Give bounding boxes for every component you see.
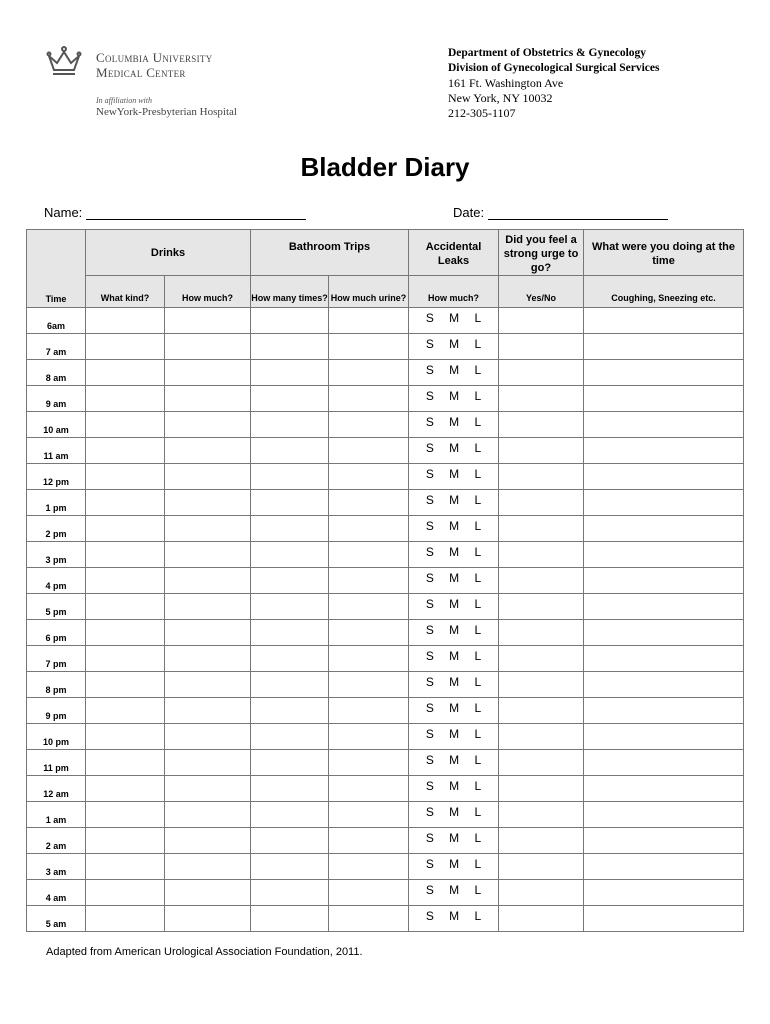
trips-count-cell[interactable] (251, 620, 329, 646)
drink-kind-cell[interactable] (86, 776, 165, 802)
time-cell: 9 am (27, 386, 86, 412)
drink-amount-cell[interactable] (165, 880, 251, 906)
activity-cell[interactable] (584, 308, 744, 334)
drink-amount-cell[interactable] (165, 386, 251, 412)
drinks-header: Drinks (86, 230, 251, 276)
urge-cell[interactable] (499, 802, 584, 828)
drink-amount-cell[interactable] (165, 594, 251, 620)
phone-number: 212-305-1107 (448, 106, 516, 120)
trips-count-cell[interactable] (251, 854, 329, 880)
activity-cell[interactable] (584, 828, 744, 854)
urine-amount-cell[interactable] (329, 568, 409, 594)
trips-count-cell[interactable] (251, 828, 329, 854)
time-header (27, 230, 86, 308)
name-label: Name: (44, 205, 83, 220)
drink-kind-cell[interactable] (86, 750, 165, 776)
drink-kind-cell[interactable] (86, 594, 165, 620)
urine-amount-cell[interactable] (329, 386, 409, 412)
table-row (27, 724, 744, 750)
urge-cell[interactable] (499, 698, 584, 724)
page-title: Bladder Diary (300, 152, 470, 182)
drink-kind-cell[interactable] (86, 802, 165, 828)
time-cell: 10 am (27, 412, 86, 438)
drink-amount-cell[interactable] (165, 308, 251, 334)
activity-cell[interactable] (584, 724, 744, 750)
trips-count-cell[interactable] (251, 802, 329, 828)
trips-count-cell[interactable] (251, 776, 329, 802)
drink-amount-cell[interactable] (165, 854, 251, 880)
drink-amount-cell[interactable] (165, 620, 251, 646)
urine-amount-cell[interactable] (329, 724, 409, 750)
activity-cell[interactable] (584, 802, 744, 828)
urine-amount-cell[interactable] (329, 360, 409, 386)
drink-kind-cell[interactable] (86, 386, 165, 412)
activity-cell[interactable] (584, 464, 744, 490)
leak-size-cell[interactable]: S M L (409, 334, 499, 360)
trips-count-cell[interactable] (251, 386, 329, 412)
time-cell: 6 pm (27, 620, 86, 646)
department-name: Department of Obstetrics & Gynecology (448, 47, 647, 59)
hospital-name: NewYork-Presbyterian Hospital (96, 106, 237, 118)
drink-kind-cell[interactable] (86, 412, 165, 438)
urge-cell[interactable] (499, 516, 584, 542)
drink-kind-cell[interactable] (86, 542, 165, 568)
time-cell: 7 am (27, 334, 86, 360)
how-much-header: How much? (165, 276, 251, 308)
drink-amount-cell[interactable] (165, 776, 251, 802)
activity-cell[interactable] (584, 568, 744, 594)
leak-size-cell[interactable]: S M L (409, 308, 499, 334)
trips-count-cell[interactable] (251, 672, 329, 698)
leak-size-cell[interactable]: S M L (409, 724, 499, 750)
trips-count-cell[interactable] (251, 490, 329, 516)
how-many-header: How many times? (251, 276, 329, 308)
name-line[interactable] (86, 207, 306, 220)
urine-amount-cell[interactable] (329, 334, 409, 360)
activity-cell[interactable] (584, 386, 744, 412)
institution-name (96, 50, 213, 80)
leak-size-cell[interactable]: S M L (409, 594, 499, 620)
urge-cell[interactable] (499, 750, 584, 776)
leak-size-cell[interactable]: S M L (409, 490, 499, 516)
activity-cell[interactable] (584, 594, 744, 620)
time-header-label: Time (45, 294, 67, 304)
urine-amount-cell[interactable] (329, 854, 409, 880)
urge-cell[interactable] (499, 828, 584, 854)
urge-cell[interactable] (499, 464, 584, 490)
leak-size-cell[interactable]: S M L (409, 672, 499, 698)
urine-amount-cell[interactable] (329, 412, 409, 438)
time-cell: 11 pm (27, 750, 86, 776)
drink-amount-cell[interactable] (165, 802, 251, 828)
activity-cell[interactable] (584, 854, 744, 880)
activity-cell[interactable] (584, 490, 744, 516)
institution-name-line1: Columbia University (96, 50, 213, 65)
time-cell: 8 am (27, 360, 86, 386)
trips-count-cell[interactable] (251, 464, 329, 490)
drink-kind-cell[interactable] (86, 880, 165, 906)
drink-kind-cell[interactable] (86, 360, 165, 386)
urine-amount-cell[interactable] (329, 438, 409, 464)
date-field[interactable] (453, 205, 668, 220)
urine-amount-cell[interactable] (329, 464, 409, 490)
institution-logo (46, 44, 306, 124)
drink-amount-cell[interactable] (165, 438, 251, 464)
urge-cell[interactable] (499, 334, 584, 360)
time-cell: 3 am (27, 854, 86, 880)
table-row (27, 880, 744, 906)
time-cell: 9 pm (27, 698, 86, 724)
table-row (27, 490, 744, 516)
activity-cell[interactable] (584, 438, 744, 464)
drink-amount-cell[interactable] (165, 672, 251, 698)
drink-amount-cell[interactable] (165, 334, 251, 360)
leak-size-cell[interactable]: S M L (409, 412, 499, 438)
drink-amount-cell[interactable] (165, 724, 251, 750)
trips-count-cell[interactable] (251, 594, 329, 620)
urge-cell[interactable] (499, 360, 584, 386)
table-row (27, 828, 744, 854)
leak-size-cell[interactable]: S M L (409, 568, 499, 594)
time-cell: 7 pm (27, 646, 86, 672)
table-row (27, 776, 744, 802)
trips-count-cell[interactable] (251, 646, 329, 672)
trips-count-cell[interactable] (251, 438, 329, 464)
activity-cell[interactable] (584, 776, 744, 802)
time-cell: 11 am (27, 438, 86, 464)
drink-kind-cell[interactable] (86, 516, 165, 542)
time-cell: 4 pm (27, 568, 86, 594)
activity-cell[interactable] (584, 516, 744, 542)
city-address: New York, NY 10032 (448, 91, 553, 105)
crown-icon (46, 46, 82, 76)
drink-amount-cell[interactable] (165, 750, 251, 776)
time-cell: 2 pm (27, 516, 86, 542)
drink-amount-cell[interactable] (165, 490, 251, 516)
date-label: Date: (453, 205, 485, 220)
urine-amount-cell[interactable] (329, 594, 409, 620)
table-row (27, 386, 744, 412)
time-cell: 12 am (27, 776, 86, 802)
table-row (27, 516, 744, 542)
time-cell: 1 pm (27, 490, 86, 516)
drink-kind-cell[interactable] (86, 308, 165, 334)
trips-count-cell[interactable] (251, 750, 329, 776)
time-cell: 3 pm (27, 542, 86, 568)
what-kind-header: What kind? (86, 276, 165, 308)
drink-kind-cell[interactable] (86, 464, 165, 490)
urge-cell[interactable] (499, 620, 584, 646)
activity-cell[interactable] (584, 672, 744, 698)
activity-cell[interactable] (584, 880, 744, 906)
time-cell: 8 pm (27, 672, 86, 698)
trips-count-cell[interactable] (251, 542, 329, 568)
trips-count-cell[interactable] (251, 334, 329, 360)
table-row (27, 698, 744, 724)
time-cell: 12 pm (27, 464, 86, 490)
table-row (27, 620, 744, 646)
table-row (27, 438, 744, 464)
activity-cell[interactable] (584, 542, 744, 568)
table-row (27, 854, 744, 880)
urine-amount-cell[interactable] (329, 672, 409, 698)
leak-size-cell[interactable]: S M L (409, 464, 499, 490)
time-cell: 4 am (27, 880, 86, 906)
table-row (27, 646, 744, 672)
table-row (27, 360, 744, 386)
table-row (27, 412, 744, 438)
drink-kind-cell[interactable] (86, 724, 165, 750)
drink-amount-cell[interactable] (165, 412, 251, 438)
activity-cell[interactable] (584, 906, 744, 932)
leak-size-cell[interactable]: S M L (409, 542, 499, 568)
table-row (27, 334, 744, 360)
urge-cell[interactable] (499, 646, 584, 672)
affiliation-text: In affiliation with (96, 96, 153, 105)
urge-cell[interactable] (499, 724, 584, 750)
time-cell: 6am (27, 308, 86, 334)
time-cell: 10 pm (27, 724, 86, 750)
urge-cell[interactable] (499, 412, 584, 438)
drink-amount-cell[interactable] (165, 360, 251, 386)
drink-kind-cell[interactable] (86, 334, 165, 360)
urge-cell[interactable] (499, 308, 584, 334)
how-much-urine-header: How much urine? (329, 276, 409, 308)
activity-cell[interactable] (584, 646, 744, 672)
date-line[interactable] (488, 207, 668, 220)
yes-no-header: Yes/No (499, 276, 584, 308)
urine-amount-cell[interactable] (329, 802, 409, 828)
table-row (27, 542, 744, 568)
urge-cell[interactable] (499, 880, 584, 906)
urge-cell[interactable] (499, 906, 584, 932)
time-cell: 5 am (27, 906, 86, 932)
urine-amount-cell[interactable] (329, 620, 409, 646)
leak-size-cell[interactable]: S M L (409, 646, 499, 672)
name-field[interactable] (44, 205, 306, 220)
urge-header: Did you feel a strong urge to go? (499, 230, 584, 276)
urine-amount-cell[interactable] (329, 698, 409, 724)
urine-amount-cell[interactable] (329, 646, 409, 672)
drink-amount-cell[interactable] (165, 542, 251, 568)
urge-cell[interactable] (499, 490, 584, 516)
table-row (27, 906, 744, 932)
urine-amount-cell[interactable] (329, 906, 409, 932)
activity-cell[interactable] (584, 334, 744, 360)
leaks-header: Accidental Leaks (409, 230, 499, 276)
leak-size-cell[interactable]: S M L (409, 620, 499, 646)
drink-kind-cell[interactable] (86, 828, 165, 854)
activity-cell[interactable] (584, 750, 744, 776)
leak-size-cell[interactable]: S M L (409, 386, 499, 412)
urge-cell[interactable] (499, 542, 584, 568)
table-row (27, 464, 744, 490)
institution-name-line2: Medical Center (96, 65, 186, 80)
time-cell: 5 pm (27, 594, 86, 620)
table-row (27, 750, 744, 776)
drink-kind-cell[interactable] (86, 646, 165, 672)
table-row (27, 672, 744, 698)
activity-cell[interactable] (584, 620, 744, 646)
department-address (448, 46, 659, 121)
drink-amount-cell[interactable] (165, 906, 251, 932)
leak-size-cell[interactable]: S M L (409, 750, 499, 776)
drink-kind-cell[interactable] (86, 854, 165, 880)
bathroom-header: Bathroom Trips (251, 230, 409, 276)
trips-count-cell[interactable] (251, 880, 329, 906)
drink-amount-cell[interactable] (165, 464, 251, 490)
activity-header: What were you doing at the time (584, 230, 744, 276)
time-cell: 2 am (27, 828, 86, 854)
drink-kind-cell[interactable] (86, 490, 165, 516)
leak-size-cell[interactable]: S M L (409, 854, 499, 880)
trips-count-cell[interactable] (251, 568, 329, 594)
urine-amount-cell[interactable] (329, 828, 409, 854)
urge-cell[interactable] (499, 594, 584, 620)
street-address: 161 Ft. Washington Ave (448, 76, 564, 90)
trips-count-cell[interactable] (251, 412, 329, 438)
leak-size-cell[interactable]: S M L (409, 438, 499, 464)
leak-amount-header: How much? (409, 276, 499, 308)
urine-amount-cell[interactable] (329, 308, 409, 334)
trips-count-cell[interactable] (251, 906, 329, 932)
leak-size-cell[interactable]: S M L (409, 776, 499, 802)
urge-cell[interactable] (499, 438, 584, 464)
activity-cell[interactable] (584, 412, 744, 438)
footer-citation: Adapted from American Urological Association Foundation, 2011. (46, 946, 363, 958)
table-row (27, 568, 744, 594)
activity-cell[interactable] (584, 360, 744, 386)
drink-kind-cell[interactable] (86, 438, 165, 464)
urine-amount-cell[interactable] (329, 880, 409, 906)
leak-size-cell[interactable]: S M L (409, 698, 499, 724)
leak-size-cell[interactable]: S M L (409, 360, 499, 386)
leak-size-cell[interactable]: S M L (409, 880, 499, 906)
trips-count-cell[interactable] (251, 308, 329, 334)
leak-size-cell[interactable]: S M L (409, 516, 499, 542)
urine-amount-cell[interactable] (329, 750, 409, 776)
drink-amount-cell[interactable] (165, 698, 251, 724)
time-cell: 1 am (27, 802, 86, 828)
urge-cell[interactable] (499, 568, 584, 594)
drink-amount-cell[interactable] (165, 646, 251, 672)
drink-amount-cell[interactable] (165, 568, 251, 594)
diary-table (26, 229, 744, 932)
urine-amount-cell[interactable] (329, 542, 409, 568)
urge-cell[interactable] (499, 854, 584, 880)
drink-amount-cell[interactable] (165, 828, 251, 854)
drink-kind-cell[interactable] (86, 672, 165, 698)
trips-count-cell[interactable] (251, 698, 329, 724)
urge-cell[interactable] (499, 386, 584, 412)
table-row (27, 594, 744, 620)
trips-count-cell[interactable] (251, 724, 329, 750)
urine-amount-cell[interactable] (329, 776, 409, 802)
leak-size-cell[interactable]: S M L (409, 906, 499, 932)
drink-kind-cell[interactable] (86, 698, 165, 724)
activity-cell[interactable] (584, 698, 744, 724)
urge-cell[interactable] (499, 776, 584, 802)
urine-amount-cell[interactable] (329, 490, 409, 516)
drink-amount-cell[interactable] (165, 516, 251, 542)
table-row (27, 308, 744, 334)
urge-cell[interactable] (499, 672, 584, 698)
leak-size-cell[interactable]: S M L (409, 802, 499, 828)
leak-size-cell[interactable]: S M L (409, 828, 499, 854)
drink-kind-cell[interactable] (86, 906, 165, 932)
coughing-header: Coughing, Sneezing etc. (584, 276, 744, 308)
drink-kind-cell[interactable] (86, 620, 165, 646)
drink-kind-cell[interactable] (86, 568, 165, 594)
table-row (27, 802, 744, 828)
trips-count-cell[interactable] (251, 360, 329, 386)
trips-count-cell[interactable] (251, 516, 329, 542)
division-name: Division of Gynecological Surgical Services (448, 62, 660, 74)
urine-amount-cell[interactable] (329, 516, 409, 542)
